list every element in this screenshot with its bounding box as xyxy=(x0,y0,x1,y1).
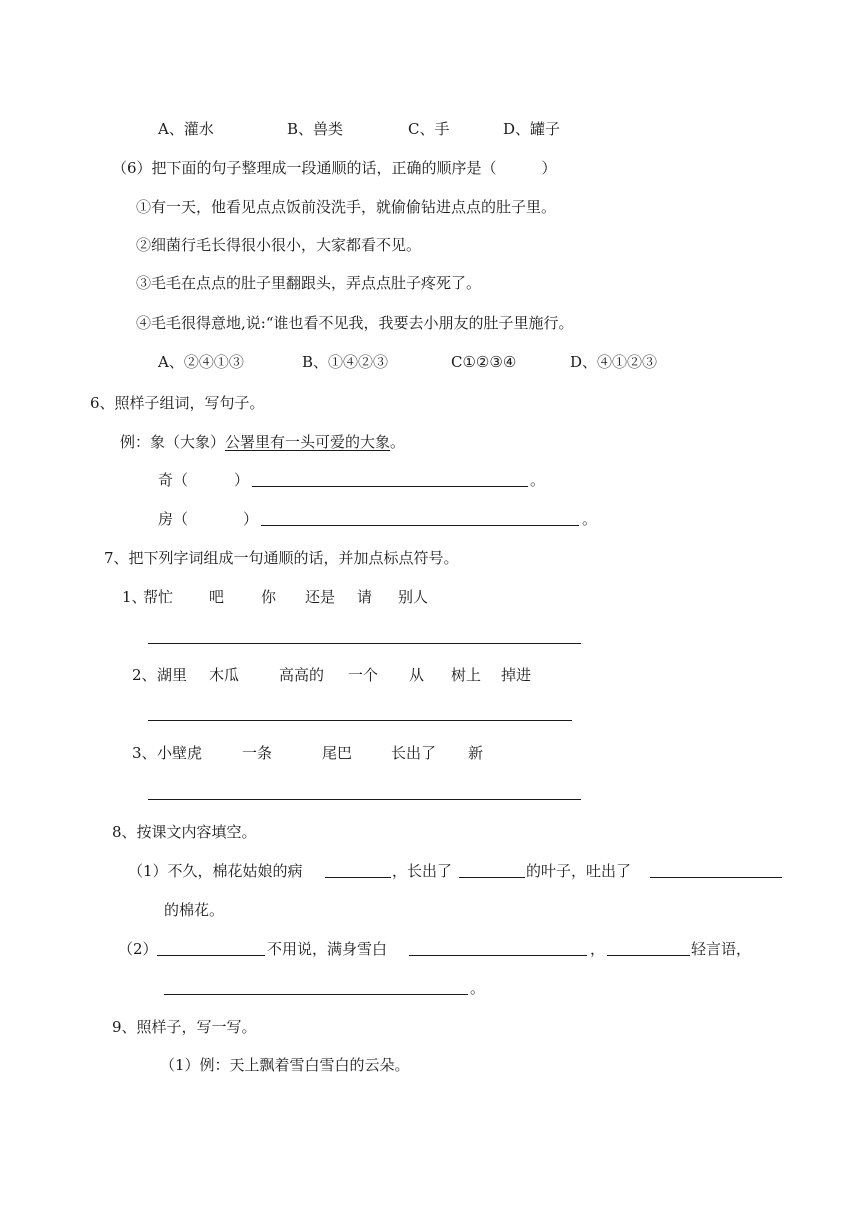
q5-6-prompt: （6）把下面的句子整理成一段通顺的话，正确的顺序是（ ） xyxy=(112,159,557,177)
q8-p1-blank-3[interactable] xyxy=(650,877,782,878)
q5-6-option-a: A、②④①③ xyxy=(158,353,244,371)
q7-word: 长出了 xyxy=(391,744,437,762)
q5-option-a: A、灌水 xyxy=(158,120,214,138)
q6-title: 6、照样子组词，写句子。 xyxy=(90,394,265,412)
q8-p2-blank-2[interactable] xyxy=(409,955,587,956)
q7-word: 吧 xyxy=(209,588,225,606)
q5-6-option-d: D、④①②③ xyxy=(570,353,658,371)
q5-6-sentence-4: ④毛毛很得意地,说:“谁也看不见我，我要去小朋友的肚子里施行。 xyxy=(136,314,574,332)
q7-word: 你 xyxy=(261,588,277,606)
q7-word: 掉进 xyxy=(501,666,532,684)
q6-example-end: 。 xyxy=(390,433,406,451)
q7-word: 别人 xyxy=(398,588,429,606)
q8-p2-b: 不用说，满身雪白 xyxy=(267,940,388,958)
q5-6-option-b: B、①④②③ xyxy=(302,353,389,371)
q8-p2-e: 。 xyxy=(470,979,486,997)
q5-6-sentence-2: ②细菌行毛长得很小很小，大家都看不见。 xyxy=(136,236,422,254)
q7-word: 一个 xyxy=(348,666,379,684)
q8-p2-a: （2） xyxy=(118,940,158,958)
q8-p2-blank-4[interactable] xyxy=(164,994,468,995)
q7-word: 请 xyxy=(357,588,373,606)
q8-p2-d: 轻言语， xyxy=(691,940,752,958)
q8-p1-d: 的棉花。 xyxy=(164,901,225,919)
q6-example-prefix: 例：象（大象） xyxy=(120,433,226,451)
q6-item-1-end: 。 xyxy=(530,471,546,489)
q7-word: 湖里 xyxy=(157,666,188,684)
q8-title: 8、按课文内容填空。 xyxy=(112,823,257,841)
q7-word: 还是 xyxy=(305,588,336,606)
q6-item-2-close: ） xyxy=(243,510,259,528)
q5-6-option-c: C①②③④ xyxy=(451,353,517,371)
q8-p1-c: 的叶子，吐出了 xyxy=(526,862,632,880)
q8-p1-a: （1）不久，棉花姑娘的病 xyxy=(128,862,303,880)
q9-example: （1）例：天上飘着雪白雪白的云朵。 xyxy=(160,1056,410,1074)
q6-item-1-close: ） xyxy=(234,471,250,489)
q7-word: 木瓜 xyxy=(209,666,240,684)
q7-item-3-answer-line[interactable] xyxy=(148,799,581,800)
q7-word: 小壁虎 xyxy=(157,744,203,762)
q5-6-sentence-3: ③毛毛在点点的肚子里翻跟头，弄点点肚子疼死了。 xyxy=(136,274,482,292)
q5-option-d: D、罐子 xyxy=(503,120,561,138)
q6-item-2-char: 房（ xyxy=(158,510,189,528)
q7-word: 帮忙 xyxy=(143,588,174,606)
q7-item-1-num: 1、 xyxy=(122,588,147,606)
q6-item-2-end: 。 xyxy=(582,510,598,528)
q7-item-2-num: 2、 xyxy=(132,666,157,684)
q7-word: 从 xyxy=(409,666,425,684)
q6-example-sentence: 公署里有一头可爱的大象 xyxy=(225,433,391,451)
q8-p1-b: ，长出了 xyxy=(392,862,453,880)
q9-title: 9、照样子，写一写。 xyxy=(112,1018,257,1036)
q8-p1-blank-2[interactable] xyxy=(459,877,525,878)
q7-item-2-answer-line[interactable] xyxy=(148,720,572,721)
q6-example xyxy=(120,432,405,452)
q8-p1-blank-1[interactable] xyxy=(325,877,391,878)
q7-word: 新 xyxy=(468,744,484,762)
q8-p2-blank-1[interactable] xyxy=(157,955,265,956)
q6-item-1-char: 奇（ xyxy=(158,471,189,489)
q7-word: 尾巴 xyxy=(322,744,353,762)
q6-item-1-answer-line[interactable] xyxy=(252,486,528,487)
q5-option-b: B、兽类 xyxy=(287,120,344,138)
q7-item-1-answer-line[interactable] xyxy=(148,643,581,644)
q7-item-3-num: 3、 xyxy=(132,744,157,762)
q7-title: 7、把下列字词组成一句通顺的话，并加点标点符号。 xyxy=(104,549,459,567)
q5-option-c: C、手 xyxy=(408,120,450,138)
q8-p2-c: ， xyxy=(590,940,606,958)
q8-p2-blank-3[interactable] xyxy=(607,955,690,956)
q7-word: 一条 xyxy=(242,744,273,762)
q5-6-sentence-1: ①有一天，他看见点点饭前没洗手，就偷偷钻进点点的肚子里。 xyxy=(136,198,557,216)
q6-item-2-answer-line[interactable] xyxy=(261,525,579,526)
q7-word: 树上 xyxy=(451,666,482,684)
q7-word: 高高的 xyxy=(279,666,325,684)
